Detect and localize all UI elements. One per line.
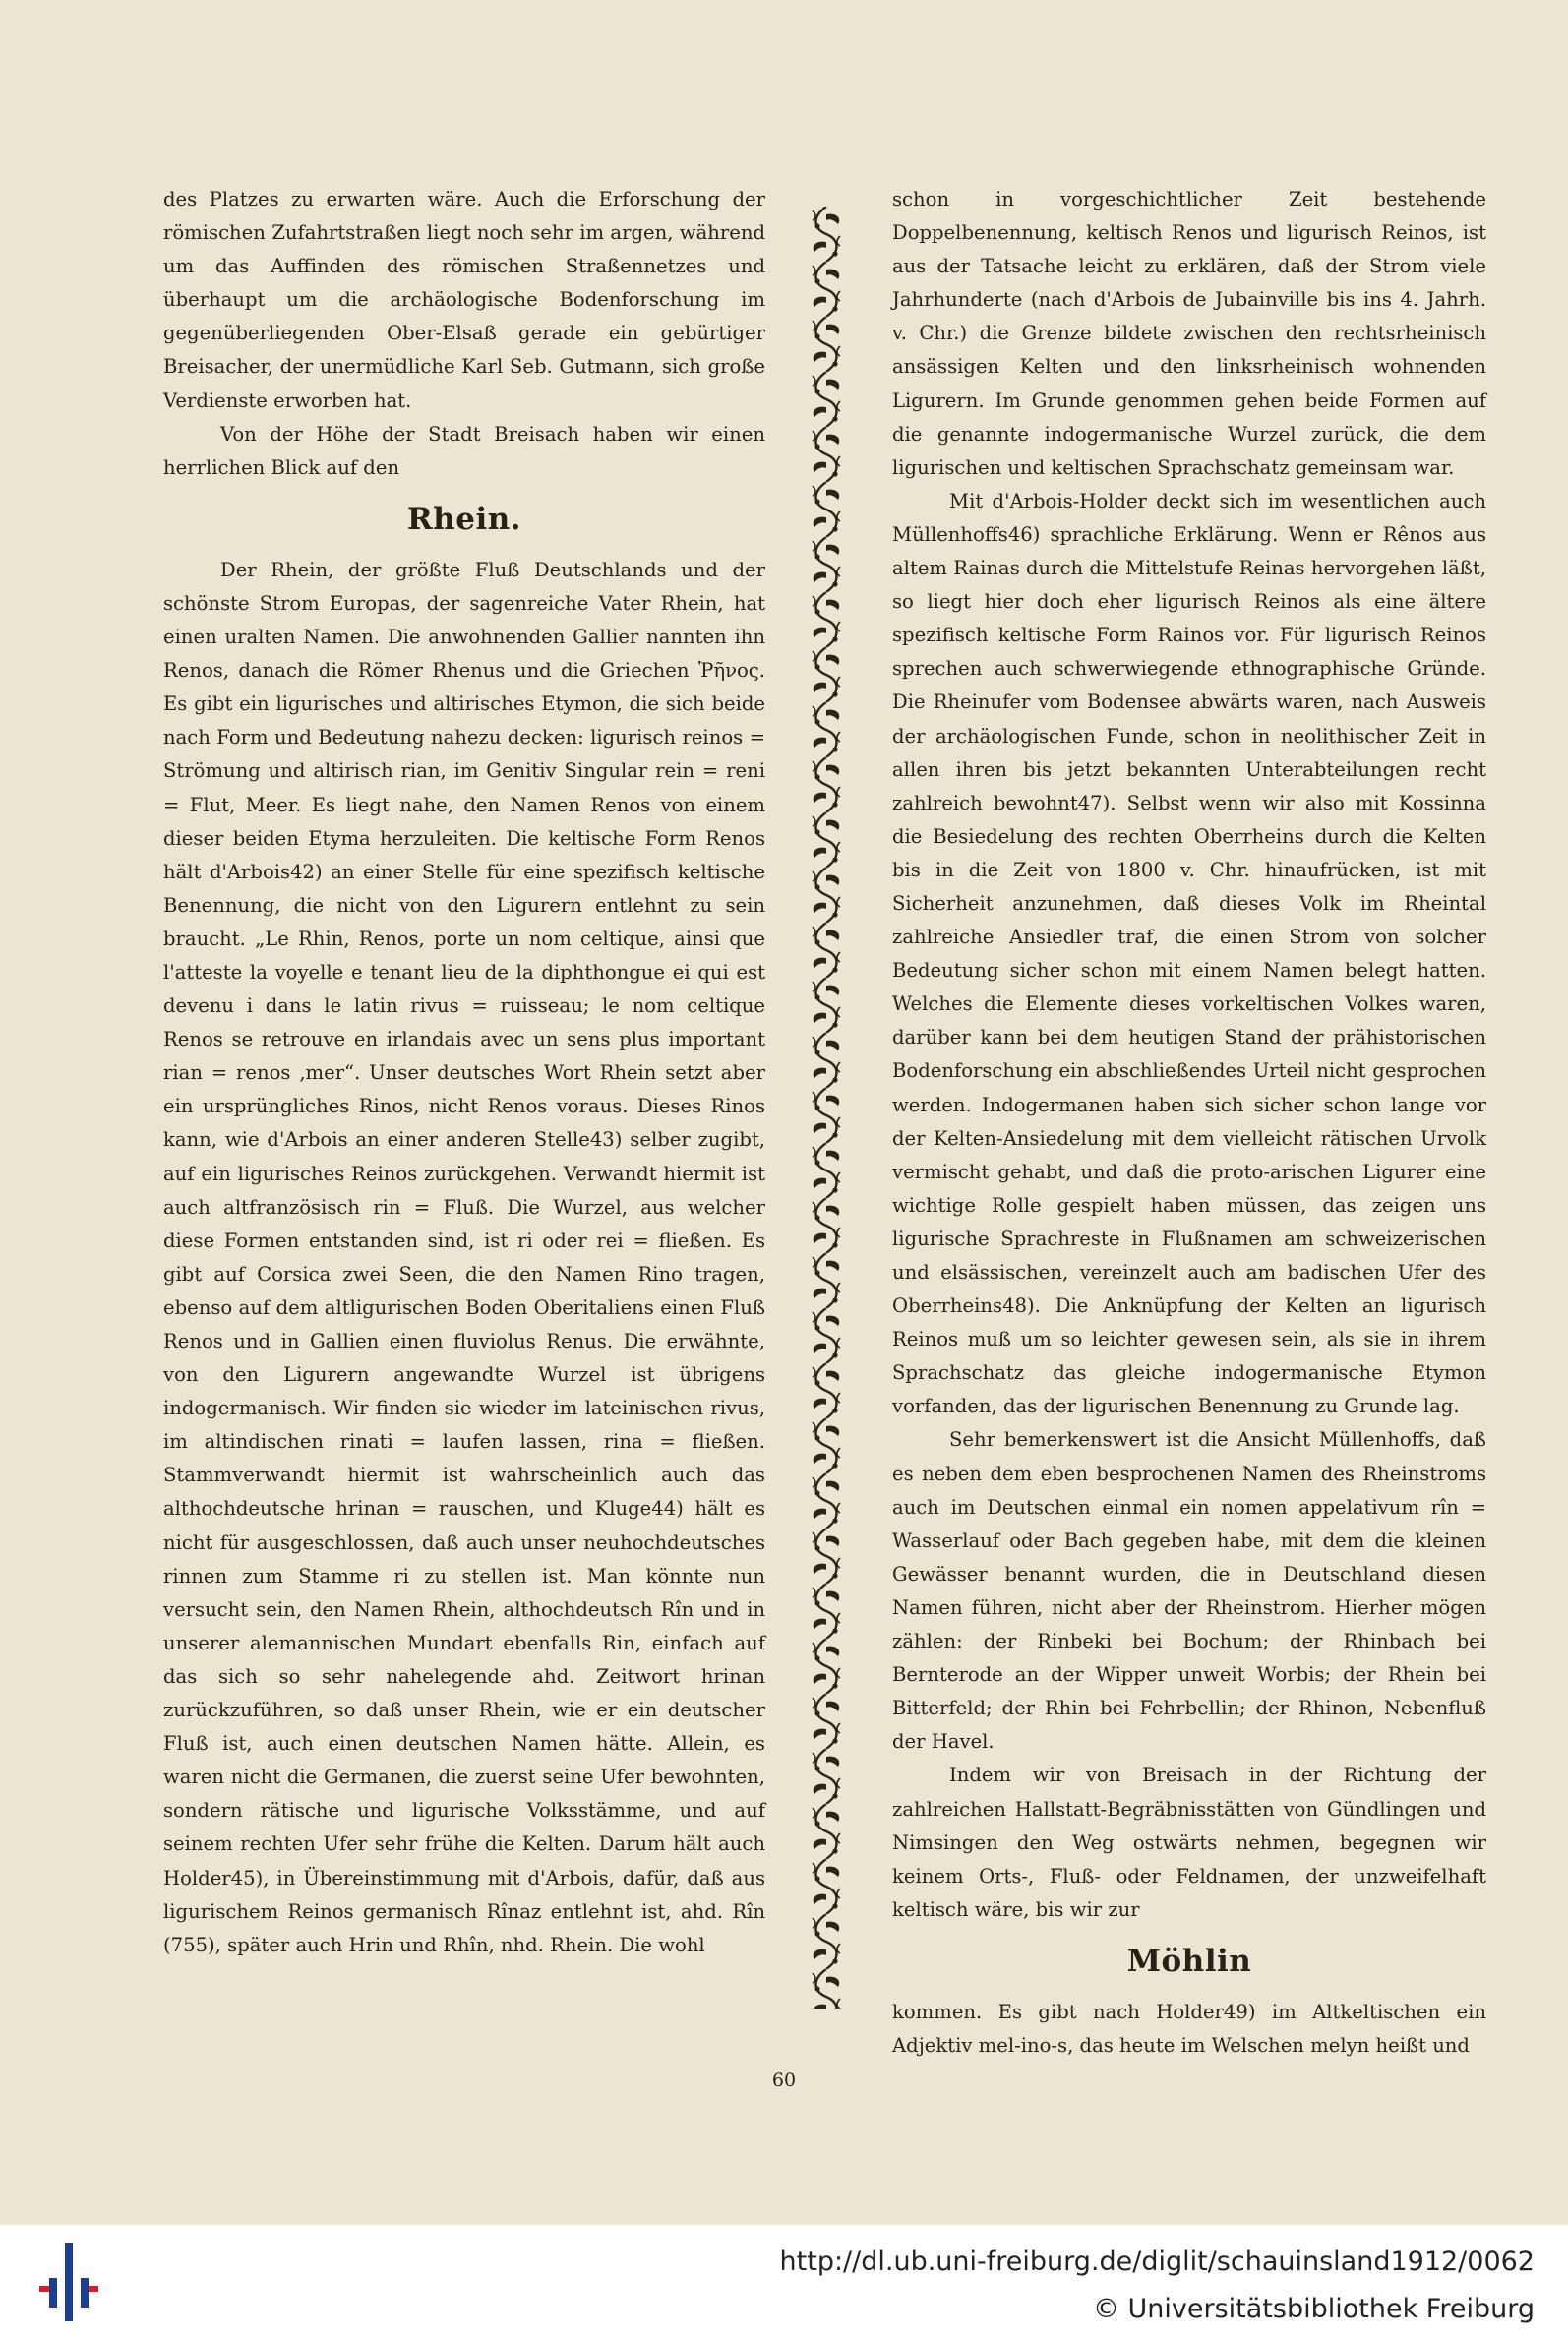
- right-paragraph-5: kommen. Es gibt nach Holder49) im Altkeltischen ein Adjektiv mel-ino-s, das heute im Welschen melyn heißt und: [892, 2000, 1486, 2057]
- left-paragraph-1: des Platzes zu erwarten wäre. Auch die Erforschung der römischen Zufahrtstraßen liegt noch sehr im argen, während um das Auffinden des römischen Straßennetzes und überhaupt um die archäologische Bodenforschung im gegenüberliegenden Ober-Elsaß gerade ein gebürtiger Breisacher, der unermüdliche Karl Seb. Gutmann, sich große Verdienste erworben hat.: [163, 188, 765, 412]
- section-heading-moehlin: Möhlin: [1126, 1943, 1252, 1979]
- right-paragraph-4: Indem wir von Breisach in der Richtung der zahlreichen Hallstatt-Begräbnisstätten von Gündlingen und Nimsingen den Weg ostwärts nehmen, begegnen wir keinem Orts-, Fluß- oder Feldnamen, der unzweifelhaft keltisch wäre, bis wir zur: [892, 1764, 1486, 1921]
- right-paragraph-3: Sehr bemerkenswert ist die Ansicht Müllenhoffs, daß es neben dem eben besprochenen Namen des Rheinstroms auch im Deutschen einmal ein nomen appelativum rîn = Wasserlauf oder Bach gegeben habe, mit dem die kleinen Gewässer benannt wurden, die in Deutschland diesen Namen führen, nicht aber der Rheinstrom. Hierher mögen zählen: der Rinbeki bei Bochum; der Rhinbach bei Bernterode an der Wipper unweit Worbis; der Rhein bei Bitterfeld; der Rhin bei Fehrbellin; der Rhinon, Nebenfluß der Havel.: [892, 1428, 1486, 1754]
- university-library-logo-icon: [39, 2243, 98, 2321]
- section-heading-rhein: Rhein.: [406, 501, 522, 537]
- right-paragraph-2: Mit d'Arbois-Holder deckt sich im wesentlichen auch Müllenhoffs46) sprachliche Erklärung. Wenn er Rênos aus altem Rainas durch die Mittelstufe Reinas hervorgehen läßt, so liegt hier doch eher ligurisch Reinos als eine ältere spezifisch keltische Form Rainos vor. Für ligurisch Reinos sprechen auch schwerwiegende ethnographische Gründe. Die Rheinufer vom Bodensee abwärts waren, nach Ausweis der archäologischen Funde, schon in neolithischer Zeit in allen ihren bis jetzt bekannten Unterabteilungen recht zahlreich bewohnt47). Selbst wenn wir also mit Kossinna die Besiedelung des rechten Oberrheins durch die Kelten bis in die Zeit von 1800 v. Chr. hinaufrücken, ist mit Sicherheit anzunehmen, daß dieses Volk im Rheintal zahlreiche Ansiedler traf, die einen Strom von solcher Bedeutung sicher schon mit einem Namen belegt hatten. Welches die Elemente dieses vorkeltischen Volkes waren, darüber kann bei dem heutigen Stand der prähistorischen Bodenforschung ein abschließendes Urteil nicht gesprochen werden. Indogermanen haben sich sicher schon lange vor der Kelten-Ansiedelung mit dem vielleicht rätischen Urvolk vermischt gehabt, und daß die proto-arischen Ligurer eine wichtige Rolle gespielt haben müssen, das zeigen uns ligurische Sprachreste in Flußnamen am schweizerischen und elsässischen, vereinzelt auch am badischen Ufer des Oberrheins48). Die Anknüpfung der Kelten an ligurisch Reinos muß um so leichter gewesen sein, als sie in ihrem Sprachschatz das gleiche indogermanische Etymon vorfanden, das der ligurischen Benennung zu Grunde lag.: [892, 489, 1486, 1418]
- left-paragraph-3: Der Rhein, der größte Fluß Deutschlands und der schönste Strom Europas, der sagenreiche Vater Rhein, hat einen uralten Namen. Die anwohnenden Gallier nannten ihn Renos, danach die Römer Rhenus und die Griechen Ῥῆνος. Es gibt ein ligurisches und altirisches Etymon, die sich beide nach Form und Bedeutung nahezu decken: ligurisch reinos = Strömung und altirisch rian, im Genitiv Singular rein = reni = Flut, Meer. Es liegt nahe, den Namen Renos von einem dieser beiden Etyma herzuleiten. Die keltische Form Renos hält d'Arbois42) an einer Stelle für eine spezifisch keltische Benennung, die nicht von den Ligurern entlehnt zu sein braucht. „Le Rhin, Renos, porte un nom celtique, ainsi que l'atteste la voyelle e tenant lieu de la diphthongue ei qui est devenu i dans le latin rivus = ruisseau; le nom celtique Renos se retrouve en irlandais avec un sens plus important rian = renos ‚mer“. Unser deutsches Wort Rhein setzt aber ein ursprüngliches Rinos, nicht Renos voraus. Dieses Rinos kann, wie d'Arbois an einer anderen Stelle43) selber zugibt, auf ein ligurisches Reinos zurückgehen. Verwandt hiermit ist auch altfranzösisch rin = Fluß. Die Wurzel, aus welcher diese Formen entstanden sind, ist ri oder rei = fließen. Es gibt auf Corsica zwei Seen, die den Namen Rino tragen, ebenso auf dem altligurischen Boden Oberitaliens einen Fluß Renos und in Gallien einen fluviolus Renus. Die erwähnte, von den Ligurern angewandte Wurzel ist übrigens indogermanisch. Wir finden sie wieder im lateinischen rivus, im altindischen rinati = laufen lassen, rina = fließen. Stammverwandt hiermit ist wahrscheinlich auch das althochdeutsche hrinan = rauschen, und Kluge44) hält es nicht für ausgeschlossen, daß auch unser neuhochdeutsches rinnen zum Stamme ri zu stellen ist. Man könnte nun versucht sein, den Namen Rhein, althochdeutsch Rîn und in unserer alemannischen Mundart ebenfalls Rin, einfach auf das sich so sehr nahelegende ahd. Zeitwort hrinan zurückzuführen, so daß unser Rhein, wie er ein deutscher Fluß ist, auch einen deutschen Namen hätte. Allein, es waren nicht die Germanen, die zuerst seine Ufer bewohnten, sondern rätische und ligurische Volksstämme, und auf seinem rechten Ufer sehr frühe die Kelten. Darum hält auch Holder45), in Übereinstimmung mit d'Arbois, dafür, daß aus ligurischem Reinos germanisch Rînaz entlehnt ist, ahd. Rîn (755), später auch Hrin und Rhîn, nhd. Rhein. Die wohl: [163, 558, 765, 1956]
- right-paragraph-1: schon in vorgeschichtlicher Zeit bestehende Doppelbenennung, keltisch Renos und ligurisch Reinos, ist aus der Tatsache leicht zu erklären, daß der Strom viele Jahrhunderte (nach d'Arbois de Jubainville bis ins 4. Jahrh. v. Chr.) die Grenze bildete zwischen den rechtsrheinisch ansässigen Kelten und den linksrheinisch wohnenden Ligurern. Im Grunde genommen gehen beide Formen auf die genannte indogermanische Wurzel zurück, die dem ligurischen und keltischen Sprachschatz gemeinsam war.: [892, 188, 1486, 479]
- permalink-url[interactable]: http://dl.ub.uni-freiburg.de/diglit/schauinsland1912/0062: [779, 2247, 1535, 2277]
- page-number: 60: [771, 2069, 797, 2091]
- copyright-notice: © Universitätsbibliothek Freiburg: [1092, 2294, 1535, 2324]
- right-column: [892, 183, 1486, 2063]
- left-paragraph-2: Von der Höhe der Stadt Breisach haben wir einen herrlichen Blick auf den: [163, 422, 765, 479]
- vine-ornament-divider: [805, 207, 848, 2009]
- left-column: [163, 183, 765, 1962]
- footer-bar: [0, 2225, 1568, 2339]
